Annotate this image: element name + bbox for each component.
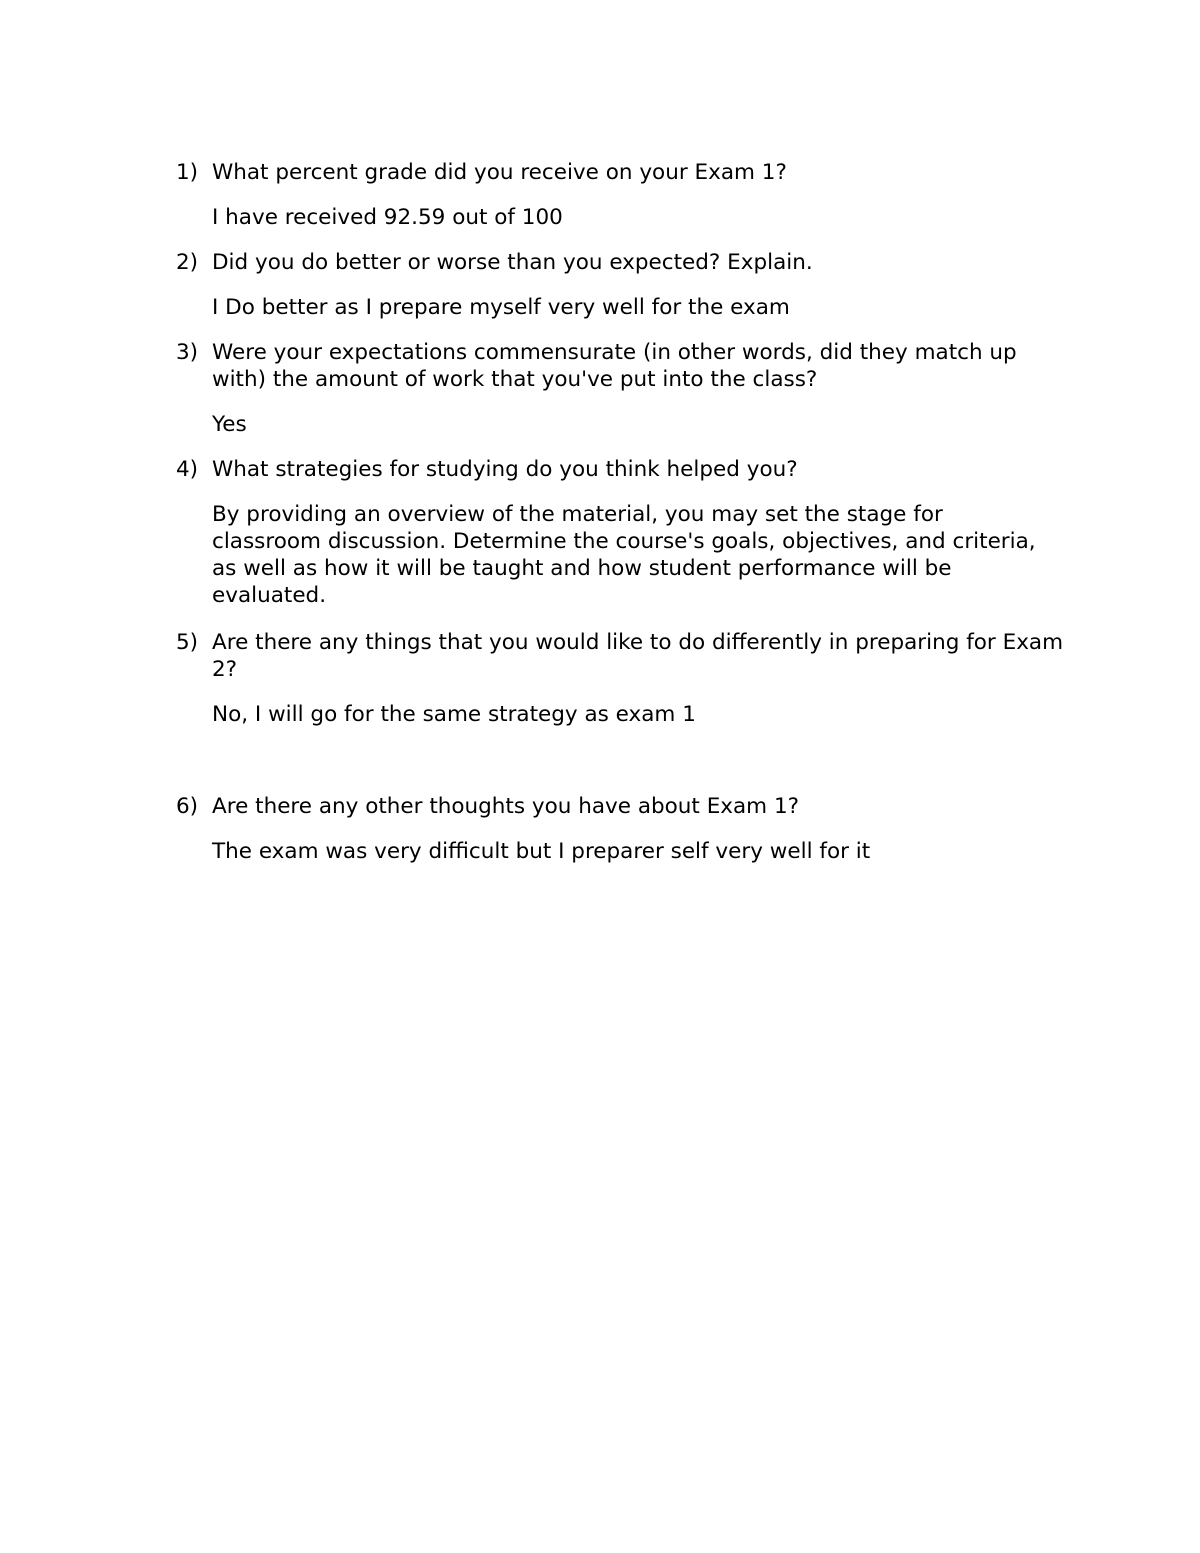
- question-row: [176, 793, 1076, 820]
- question-row: [176, 456, 1076, 483]
- answer-text: I have received 92.59 out of 100: [212, 205, 563, 230]
- question-text: Are there any things that you would like to do differently in preparing for Exam 2?: [212, 630, 1064, 682]
- question-text: What percent grade did you receive on your Exam 1?: [212, 160, 787, 185]
- qa-item-1: [176, 159, 1076, 231]
- question-number: 2): [176, 250, 199, 275]
- answer-text: Yes: [212, 412, 247, 437]
- answer-text: By providing an overview of the material, you may set the stage for classroom discussion. Determine the course's goals, objectives, and criteria, as well as how it will be taught and how student performance will be evaluated.: [212, 502, 1036, 608]
- answer-text: No, I will go for the same strategy as exam 1: [212, 702, 696, 727]
- question-number: 1): [176, 160, 199, 185]
- question-number: 4): [176, 457, 199, 482]
- question-row: [176, 629, 1076, 683]
- qa-item-6: [176, 793, 1076, 865]
- answer-text: I Do better as I prepare myself very well for the exam: [212, 295, 790, 320]
- question-number: 5): [176, 630, 199, 655]
- question-text: Did you do better or worse than you expected? Explain.: [212, 250, 813, 275]
- qa-item-5: [176, 629, 1076, 728]
- qa-item-2: [176, 249, 1076, 321]
- question-row: [176, 249, 1076, 276]
- question-text: What strategies for studying do you think helped you?: [212, 457, 798, 482]
- question-number: 6): [176, 794, 199, 819]
- question-text: Were your expectations commensurate (in other words, did they match up with) the amount of work that you've put into the class?: [212, 340, 1017, 392]
- question-row: [176, 339, 1076, 393]
- question-number: 3): [176, 340, 199, 365]
- qa-item-4: [176, 456, 1076, 609]
- qa-item-3: [176, 339, 1076, 438]
- question-row: [176, 159, 1076, 186]
- question-text: Are there any other thoughts you have about Exam 1?: [212, 794, 800, 819]
- answer-text: The exam was very difficult but I preparer self very well for it: [212, 839, 871, 864]
